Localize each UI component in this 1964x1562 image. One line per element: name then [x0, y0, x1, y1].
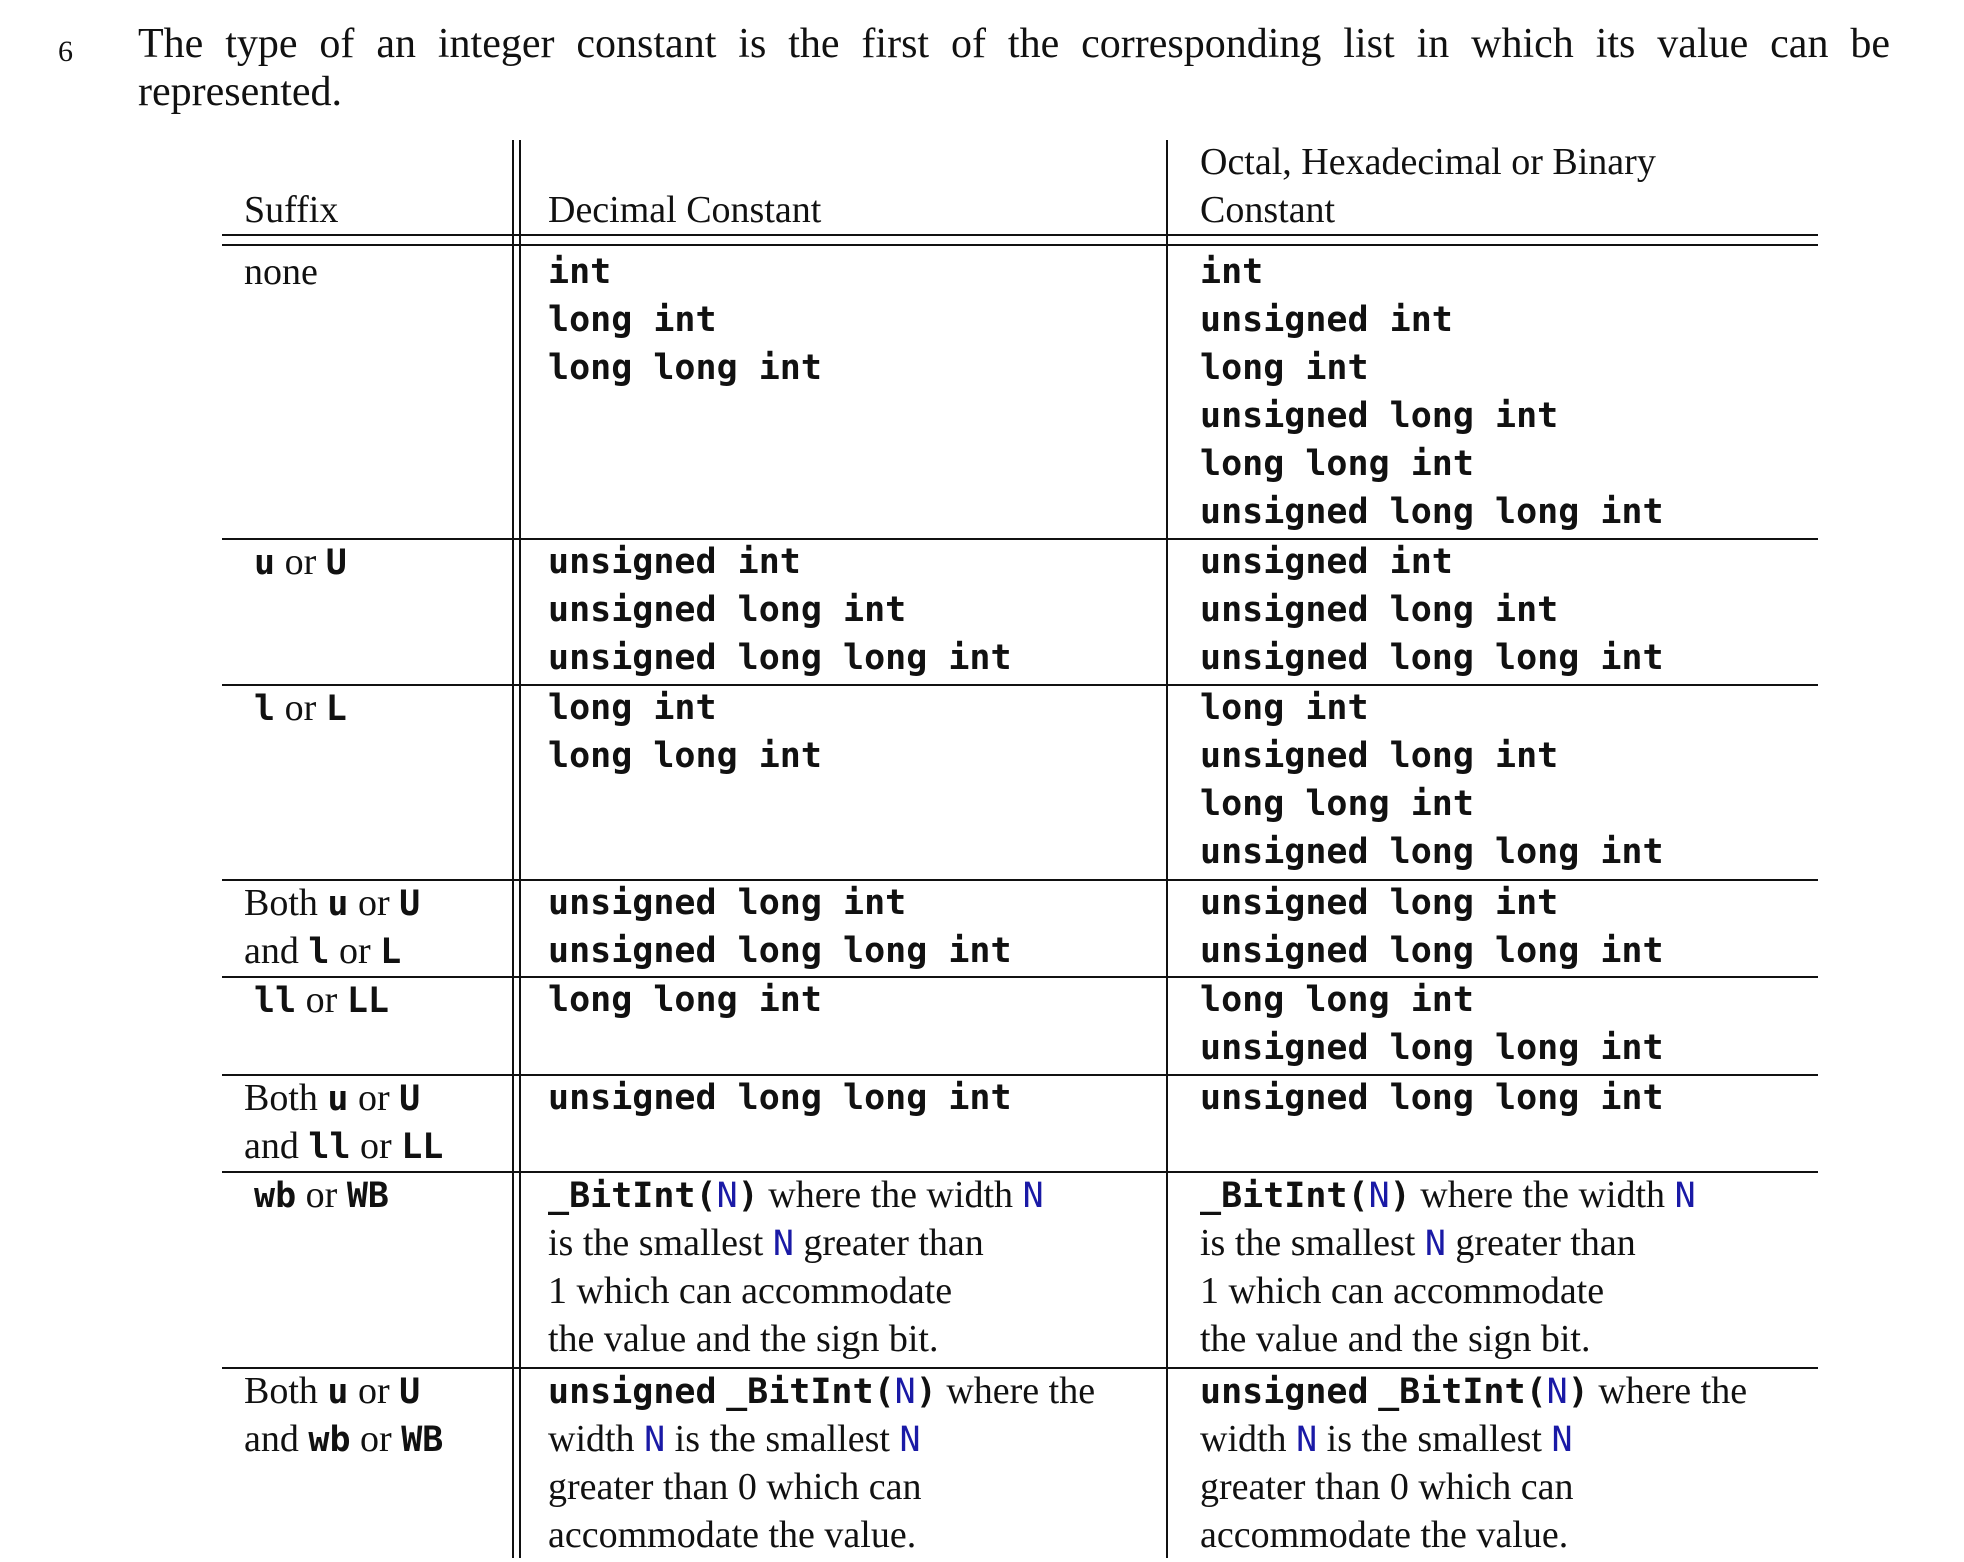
- suffix-both: Both: [244, 1077, 318, 1119]
- suffix-code: u: [327, 1079, 349, 1119]
- description-text: is the smallest: [1200, 1222, 1416, 1264]
- type-entry: unsigned int: [1200, 542, 1453, 582]
- bitint-line: [1200, 1367, 1747, 1415]
- octal-cell: [1200, 248, 1664, 536]
- description-text: where the: [946, 1370, 1096, 1412]
- octal-cell: [1200, 684, 1664, 876]
- width-n: N: [1551, 1420, 1573, 1460]
- suffix-cell: [244, 1074, 443, 1170]
- type-entry: unsigned long int: [1200, 883, 1559, 923]
- suffix-code: U: [399, 1372, 421, 1412]
- description-text: where the: [1598, 1370, 1748, 1412]
- paren-open: (: [1347, 1176, 1369, 1216]
- header-decimal: Decimal Constant: [548, 189, 822, 231]
- decimal-cell: [548, 976, 822, 1024]
- type-entry: unsigned long long int: [1200, 492, 1664, 532]
- decimal-cell: [548, 879, 1012, 975]
- type-entry: unsigned int: [1200, 300, 1453, 340]
- type-entry: unsigned long int: [1200, 736, 1559, 776]
- width-n: N: [1424, 1224, 1446, 1264]
- description-text: is the smallest: [548, 1222, 764, 1264]
- suffix-code: u: [254, 543, 276, 583]
- suffix-cell: none: [244, 251, 318, 293]
- description-text: width: [1200, 1418, 1287, 1460]
- description-text: where the width: [1420, 1174, 1666, 1216]
- decimal-cell: [548, 1074, 1012, 1122]
- description-text: the value and the sign bit.: [1200, 1318, 1591, 1360]
- header-octal-line1: Octal, Hexadecimal or Binary: [1200, 141, 1656, 183]
- unsigned-keyword: unsigned: [1200, 1372, 1369, 1412]
- description-text: is the smallest: [1326, 1418, 1542, 1460]
- suffix-code: u: [327, 1372, 349, 1412]
- suffix-or: or: [338, 930, 371, 972]
- width-n: N: [772, 1224, 794, 1264]
- description-text: accommodate the value.: [1200, 1514, 1569, 1556]
- bitint-line: [548, 1171, 1044, 1219]
- type-entry: unsigned long int: [548, 883, 907, 923]
- type-entry: unsigned long long int: [1200, 638, 1664, 678]
- width-n: N: [1674, 1176, 1696, 1216]
- paren-open: (: [1525, 1372, 1547, 1412]
- type-entry: unsigned long long int: [1200, 1028, 1664, 1068]
- description-text: 1 which can accommodate: [1200, 1270, 1605, 1312]
- suffix-line: [244, 1074, 443, 1122]
- paren-close: ): [915, 1372, 937, 1412]
- suffix-code: wb: [254, 1176, 297, 1216]
- type-entry: long long int: [1200, 444, 1474, 484]
- type-entry: unsigned long long int: [548, 1078, 1012, 1118]
- type-entry: unsigned long long int: [1200, 931, 1664, 971]
- suffix-cell: [254, 684, 347, 733]
- suffix-both: Both: [244, 1370, 318, 1412]
- width-n: N: [716, 1176, 738, 1216]
- header-octal: [1200, 138, 1656, 234]
- suffix-or: or: [305, 979, 338, 1021]
- description-text: 1 which can accommodate: [548, 1270, 953, 1312]
- suffix-both: Both: [244, 882, 318, 924]
- header-rule-top: [222, 234, 1818, 236]
- suffix-cell: [254, 538, 347, 587]
- suffix-and: and: [244, 930, 299, 972]
- suffix-and: and: [244, 1418, 299, 1460]
- suffix-code: LL: [401, 1127, 444, 1167]
- bitint-keyword: _BitInt: [1378, 1372, 1526, 1412]
- type-entry: unsigned long long int: [548, 931, 1012, 971]
- suffix-or: or: [305, 1174, 338, 1216]
- suffix-code: U: [399, 884, 421, 924]
- type-entry: unsigned long long int: [1200, 1078, 1664, 1118]
- type-entry: long long int: [1200, 980, 1474, 1020]
- octal-cell-ubitint: [1200, 1367, 1747, 1559]
- suffix-code: ll: [254, 981, 297, 1021]
- type-entry: long long int: [548, 980, 822, 1020]
- suffix-cell: [254, 976, 389, 1025]
- type-entry: unsigned long int: [548, 590, 907, 630]
- width-n: N: [894, 1372, 916, 1412]
- suffix-or: or: [284, 541, 317, 583]
- header-octal-line2: Constant: [1200, 189, 1336, 231]
- suffix-code: WB: [401, 1420, 444, 1460]
- bitint-keyword: _BitInt: [726, 1372, 874, 1412]
- width-n: N: [644, 1420, 666, 1460]
- decimal-cell: [548, 248, 822, 392]
- column-rule: [1166, 140, 1168, 1558]
- type-entry: long long int: [548, 736, 822, 776]
- suffix-code: u: [327, 884, 349, 924]
- type-entry: unsigned long long int: [1200, 832, 1664, 872]
- paragraph-text: The type of an integer constant is the first of the corresponding list in which its value can be represented.: [138, 21, 1890, 115]
- bitint-keyword: _BitInt: [1200, 1176, 1348, 1216]
- paren-open: (: [873, 1372, 895, 1412]
- octal-cell: [1200, 538, 1664, 682]
- suffix-or: or: [357, 1370, 390, 1412]
- suffix-line: [244, 927, 420, 975]
- suffix-cell: [244, 879, 420, 975]
- suffix-or: or: [357, 882, 390, 924]
- octal-cell: [1200, 879, 1664, 975]
- paren-close: ): [1567, 1372, 1589, 1412]
- width-n: N: [1546, 1372, 1568, 1412]
- type-entry: long int: [548, 300, 717, 340]
- decimal-cell: [548, 684, 822, 780]
- suffix-line: [244, 1415, 443, 1463]
- width-n: N: [899, 1420, 921, 1460]
- unsigned-keyword: unsigned: [548, 1372, 717, 1412]
- suffix-code: wb: [308, 1420, 351, 1460]
- suffix-and: and: [244, 1125, 299, 1167]
- description-text: greater than 0 which can: [548, 1466, 922, 1508]
- type-entry: unsigned int: [548, 542, 801, 582]
- description-text: where the width: [768, 1174, 1014, 1216]
- suffix-cell: [254, 1171, 389, 1220]
- suffix-code: l: [254, 689, 276, 729]
- bitint-line: [1200, 1415, 1747, 1463]
- width-n: N: [1368, 1176, 1390, 1216]
- suffix-code: ll: [308, 1127, 351, 1167]
- suffix-line: [244, 1122, 443, 1170]
- description-text: greater than: [803, 1222, 984, 1264]
- suffix-code: L: [380, 932, 402, 972]
- description-text: greater than: [1455, 1222, 1636, 1264]
- suffix-code: l: [308, 932, 330, 972]
- width-n: N: [1022, 1176, 1044, 1216]
- suffix-code: L: [325, 689, 347, 729]
- decimal-cell-ubitint: [548, 1367, 1095, 1559]
- paren-close: ): [1389, 1176, 1411, 1216]
- type-entry: unsigned long int: [1200, 590, 1559, 630]
- description-text: the value and the sign bit.: [548, 1318, 939, 1360]
- type-entry: long int: [548, 688, 717, 728]
- type-entry: int: [548, 252, 612, 292]
- suffix-line: [244, 1367, 443, 1415]
- paragraph-number: 6: [58, 35, 73, 68]
- header-rule-bottom: [222, 244, 1818, 246]
- bitint-keyword: _BitInt: [548, 1176, 696, 1216]
- bitint-line: [1200, 1171, 1696, 1219]
- double-rule-right: [519, 140, 521, 1558]
- decimal-cell-bitint: [548, 1171, 1044, 1363]
- suffix-or: or: [360, 1418, 392, 1460]
- bitint-line: [1200, 1219, 1696, 1267]
- type-entry: int: [1200, 252, 1264, 292]
- suffix-or: or: [357, 1077, 390, 1119]
- paren-close: ): [737, 1176, 759, 1216]
- bitint-line: [548, 1415, 1095, 1463]
- decimal-cell: [548, 538, 1012, 682]
- paren-open: (: [695, 1176, 717, 1216]
- octal-cell: [1200, 976, 1664, 1072]
- width-n: N: [1296, 1420, 1318, 1460]
- suffix-code: LL: [346, 981, 389, 1021]
- bitint-line: [548, 1219, 1044, 1267]
- suffix-code: U: [399, 1079, 421, 1119]
- type-entry: long long int: [1200, 784, 1474, 824]
- suffix-cell: [244, 1367, 443, 1463]
- type-entry: long int: [1200, 348, 1369, 388]
- bitint-line: [548, 1367, 1095, 1415]
- description-text: width: [548, 1418, 635, 1460]
- header-suffix: Suffix: [244, 189, 339, 231]
- octal-cell: [1200, 1074, 1664, 1122]
- type-entry: unsigned long long int: [548, 638, 1012, 678]
- suffix-code: U: [325, 543, 347, 583]
- type-entry: unsigned long int: [1200, 396, 1559, 436]
- double-rule-left: [512, 140, 514, 1558]
- description-text: greater than 0 which can: [1200, 1466, 1574, 1508]
- suffix-code: WB: [346, 1176, 389, 1216]
- type-entry: long int: [1200, 688, 1369, 728]
- description-text: accommodate the value.: [548, 1514, 917, 1556]
- suffix-line: [244, 879, 420, 927]
- suffix-or: or: [360, 1125, 392, 1167]
- suffix-or: or: [284, 687, 317, 729]
- type-entry: long long int: [548, 348, 822, 388]
- description-text: is the smallest: [674, 1418, 890, 1460]
- octal-cell-bitint: [1200, 1171, 1696, 1363]
